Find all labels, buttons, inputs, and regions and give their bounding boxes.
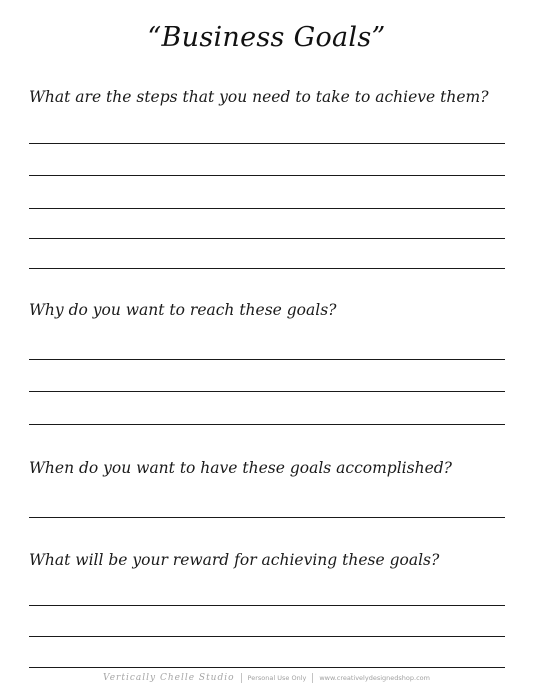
footer-divider: [241, 673, 242, 683]
answer-line-steps-1[interactable]: [29, 143, 505, 144]
question-reward: What will be your reward for achieving these goals?: [29, 551, 440, 569]
answer-line-reward-1[interactable]: [29, 605, 505, 606]
question-why: Why do you want to reach these goals?: [29, 301, 337, 319]
answer-line-when-1[interactable]: [29, 517, 505, 518]
answer-line-why-3[interactable]: [29, 424, 505, 425]
answer-line-steps-3[interactable]: [29, 208, 505, 209]
page-title: “Business Goals”: [147, 22, 386, 53]
answer-line-reward-3[interactable]: [29, 667, 505, 668]
footer-studio-name: Vertically Chelle Studio: [103, 673, 235, 683]
answer-line-why-1[interactable]: [29, 359, 505, 360]
footer-license: Personal Use Only: [247, 674, 307, 682]
footer: [0, 673, 533, 683]
answer-line-why-2[interactable]: [29, 391, 505, 392]
answer-line-steps-5[interactable]: [29, 268, 505, 269]
footer-website[interactable]: www.creativelydesignedshop.com: [319, 674, 430, 682]
footer-divider: [312, 673, 313, 683]
question-when: When do you want to have these goals accomplished?: [29, 459, 452, 477]
answer-line-reward-2[interactable]: [29, 636, 505, 637]
answer-line-steps-2[interactable]: [29, 175, 505, 176]
answer-line-steps-4[interactable]: [29, 238, 505, 239]
question-steps: What are the steps that you need to take to achieve them?: [29, 88, 489, 106]
